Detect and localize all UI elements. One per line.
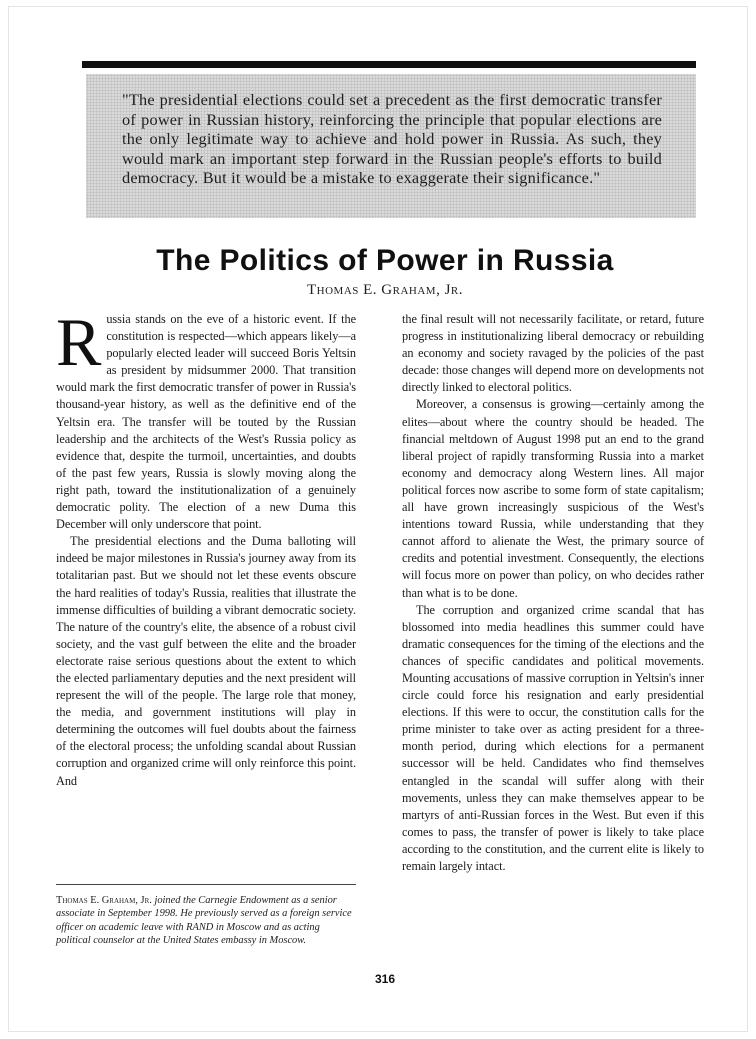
- footnote-author-name: Thomas E. Graham, Jr.: [56, 895, 152, 906]
- top-rule: [82, 61, 696, 68]
- paragraph: The corruption and organized crime scandal that has blossomed into media headlines this summer could have dramatic consequences for the timing of the elections and the chances of specific candidates and political movements. Mounting accusations of massive corruption in Yeltsin's inner circle could force his resignation and early presidential elections. If this were to occur, the constitution calls for the prime minister to take over as acting president for a three-month period, during which elections for a permanent successor will be held. Candidates who find themselves entangled in the scandal will suffer along with their movements, unless they can make themselves appear to be martyrs of anti-Russian forces in the West. But even if this comes to pass, the transfer of power is likely to take place according to the constitution, and the current elite is likely to remain largely intact.: [402, 602, 704, 873]
- article-title: The Politics of Power in Russia: [156, 244, 614, 277]
- author-byline: Thomas E. Graham, Jr.: [306, 282, 463, 298]
- paragraph: the final result will not necessarily facilitate, or retard, future progress in institutionalizing liberal democracy or rebuilding an economy and society ravaged by the policies of the past decade: those changes will depend more on developments not directly linked to electoral politics.: [402, 312, 704, 395]
- drop-cap: R: [56, 304, 102, 380]
- footnote-text: joined the Carnegie Endowment as a senior associate in September 1998. He previously served as a foreign service officer on academic leave with RAND in Moscow and as acting political counselor at the United States embassy in Moscow.: [56, 895, 352, 947]
- footnote-rule: [56, 884, 356, 885]
- right-column: [402, 311, 704, 875]
- author-footnote: [56, 894, 356, 948]
- pullquote-text: "The presidential elections could set a precedent as the first democratic transfer of power in Russian history, reinforcing the principle that popular elections are the only legitimate way to achieve and hold power in Russia. As such, they would mark an important step forward in the Russian people's efforts to build democracy. But it would be a mistake to exaggerate their significance.": [122, 90, 662, 188]
- paragraph-text: ussia stands on the eve of a historic event. If the constitution is respected—which appears likely—a popularly elected leader will succeed Boris Yeltsin as president by midsummer 2000. That transition would mark the first democratic transfer of power in Russia's thousand-year history, as well as the definitive end of the Yeltsin era. The transfer will be touted by the Russian leadership and the architects of the West's Russia policy as evidence that, despite the turmoil, uncertainties, and doubts of the past few years, Russia is slowly moving along the right path, toward the institutionalization of a genuinely democratic polity. The election of a new Duma this December will only underscore that point.: [56, 312, 356, 532]
- page-number: 316: [374, 972, 396, 986]
- paragraph: The presidential elections and the Duma balloting will indeed be major milestones in Russia's journey away from its totalitarian past. But we should not let these events obscure the hard realities of today's Russia, realities that illustrate the immense difficulties of building a vibrant democratic society. The nature of the country's elite, the absence of a robust civil society, and the vast gulf between the elite and the broader electorate raise serious questions about the extent to which the elected parliamentary deputies and the next president will represent the will of the people. The large role that money, the media, and government institutions will play in determining the outcomes will fuel doubts about the fairness of the electoral process; the unfolding scandal about Russian corruption and organized crime will only reinforce this point. And: [56, 534, 356, 788]
- left-column: [56, 304, 356, 790]
- paragraph: [56, 304, 356, 533]
- pullquote-box: [86, 74, 696, 218]
- paragraph: Moreover, a consensus is growing—certainly among the elites—about where the country should be headed. The financial meltdown of August 1998 put an end to the grand liberal project of rapidly transforming Russia into a market economy and democracy along Western lines. All major political forces now ascribe to some form of state capitalism; all have grown increasingly suspicious of the West's intentions toward Russia, while understanding that they cannot afford to alienate the West, the primary source of credits and potential investment. Consequently, the elections will focus more on power than policy, on who decides rather than what is to be done.: [402, 397, 704, 600]
